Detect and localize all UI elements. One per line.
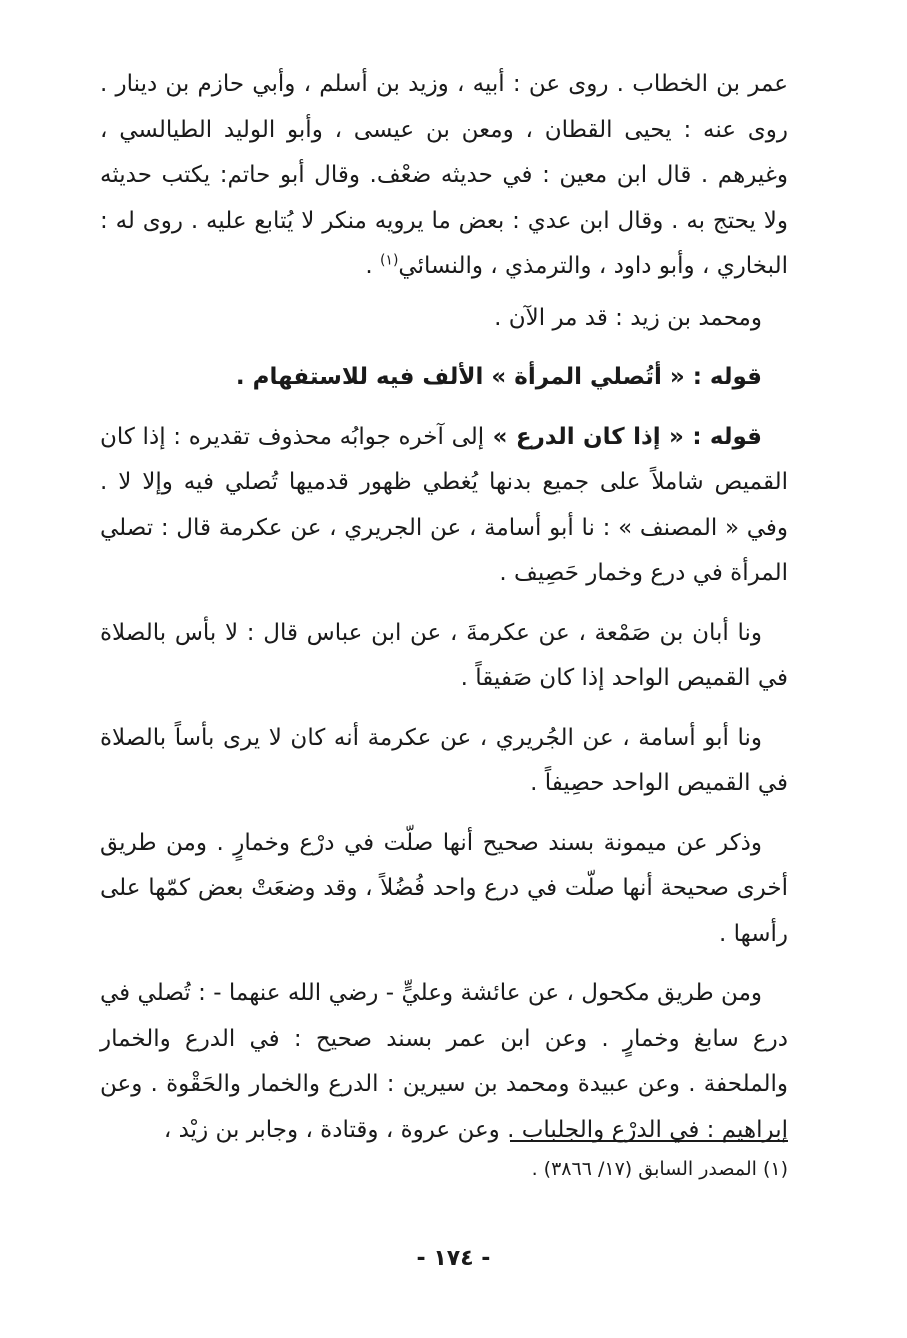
page-body	[100, 62, 788, 1167]
page-number: - ١٧٤ -	[416, 1246, 491, 1271]
paragraph-1: عمر بن الخطاب . روى عن : أبيه ، وزيد بن أسلم ، وأبي حازم بن دينار . روى عنه : يحيى القطان ، ومعن بن عيسى ، وأبو الوليد الطيالسي ، وغيرهم . قال ابن معين : في حديثه ضعْف. وقال أبو حاتم: يكتب حديثه ولا يحتج به . وقال ابن عدي : بعض ما يرويه منكر لا يُتابع عليه . روى له : البخاري ، وأبو داود ، والترمذي ، والنسائي$^{(١)}$ .	[100, 71, 788, 279]
paragraph-8: ومن طريق مكحول ، عن عائشة وعليٍّ - رضي الله عنهما - : تُصلي في درع سابغ وخمارٍ . وعن ابن عمر بسند صحيح : في الدرع والخمار والملحفة . وعن عبيدة ومحمد بن سيرين : الدرع والخمار والحَقْوة . وعن إبراهيم : في الدرْع والجلباب . وعن عروة ، وقتادة ، وجابر بن زيْد ،	[100, 980, 788, 1143]
footnote-divider	[510, 1140, 788, 1142]
paragraph-6: ونا أبو أسامة ، عن الجُريري ، عن عكرمة أنه كان لا يرى بأساً بالصلاة في القميص الواحد حصِيفاً .	[100, 724, 788, 796]
paragraph-7: وذكر عن ميمونة بسند صحيح أنها صلّت في درْع وخمارٍ . ومن طريق أخرى صحيحة أنها صلّت في درع واحد فُضُلاً ، وقد وضعَتْ بعض كمّها على رأسها .	[100, 829, 788, 947]
paragraph-5: ونا أبان بن صَمْعة ، عن عكرمةَ ، عن ابن عباس قال : لا بأس بالصلاة في القميص الواحد إذا كان صَفيقاً .	[100, 619, 788, 691]
paragraph-3: قوله : « أتُصلي المرأة » الألف فيه للاستفهام .	[235, 364, 762, 390]
footnote-ref[interactable]: (١)	[379, 252, 399, 269]
footnote: (١) المصدر السابق (١٧/ ٣٨٦٦) .	[531, 1158, 788, 1180]
paragraph-2: ومحمد بن زيد : قد مر الآن .	[494, 304, 762, 331]
paragraph-4: قوله : « إذا كان الدرع » إلى آخره جوابُه محذوف تقديره : إذا كان القميص شاملاً على جميع بدنها يُغطي ظهور قدميها تُصلي فيه وإلا لا . وفي « المصنف » : نا أبو أسامة ، عن الجريري ، عن عكرمة قال : تصلي المرأة في درع وخمار حَصِيف .	[100, 423, 788, 586]
